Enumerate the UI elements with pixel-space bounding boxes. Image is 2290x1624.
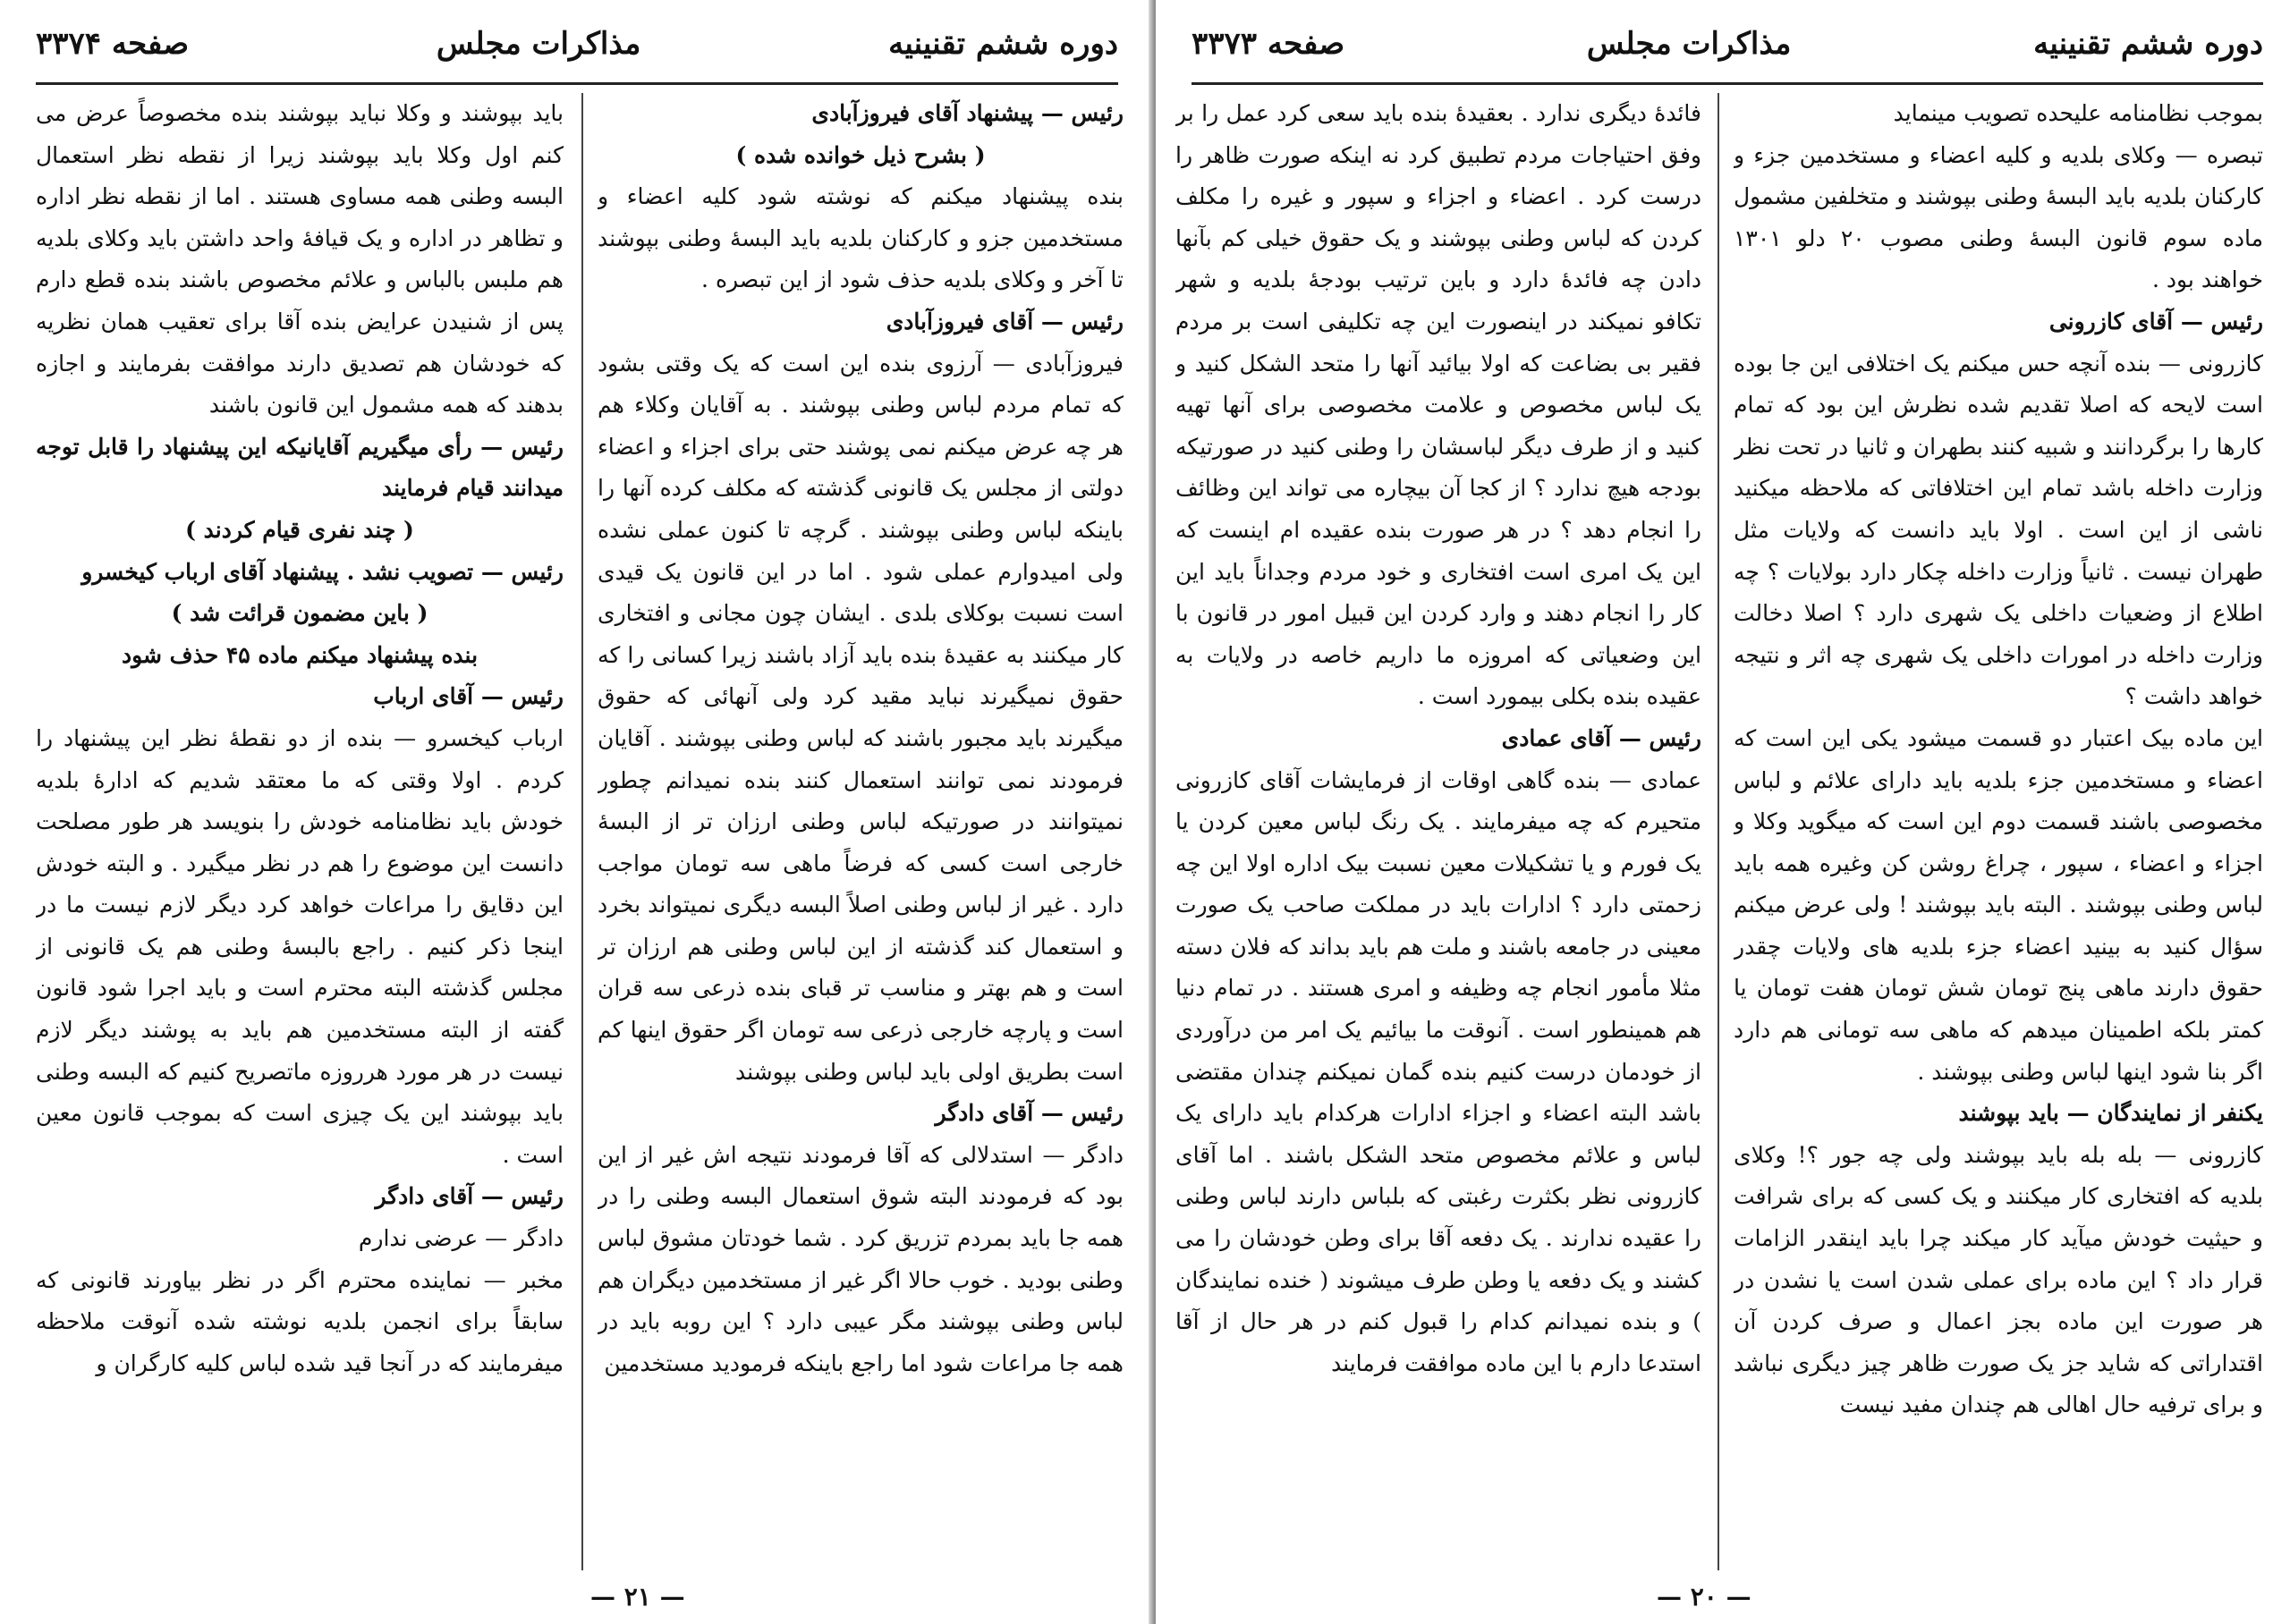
speaker-line: رئیس — آقای دادگر <box>375 1183 564 1210</box>
paragraph: فائدهٔ دیگری ندارد . بعقیدهٔ بنده باید سعی کرد عمل را بر وفق احتیاجات مردم تطبیق کرد نه اینکه صورت ظاهر را درست کرد . اعضاء و اجزاء و سپور و غیره را مکلف کردن که لباس وطنی بپوشند و یک حقوق خیلی کم بآنها دادن چه فائدهٔ دارد و باین ترتیب بودجهٔ بلدیه و شهر تکافو نمیکند در اینصورت این چه تکلیفی است بر مردم فقیر بی بضاعت که اولا بیائید آنها را متحد الشکل کنید و یک لباس مخصوص و علامت مخصوصی برای آنها تهیه کنید و از طرف دیگر لباسشان را وطنی کنید در صورتیکه بودجه هیچ ندارد ؟ از کجا آن بیچاره می تواند این وظائف را انجام دهد ؟ در هر صورت بنده عقیده ام اینست که این یک امری است افتخاری و خود مردم وجداناً باید این کار را انجام دهند و وارد کردن این قبیل امور در قانون با این وضعیاتی که امروزه ما داریم خاصه در ولایات به عقیده بنده بکلی بیمورد است . <box>1175 100 1701 710</box>
paragraph: کازرونی — بله بله باید بپوشند ولی چه جور ؟! وکلای بلدیه که افتخاری کار میکنند و یک کسی که برای شرافت و حیثیت خودش میآید کار میکند چرا باید اینقدر الزامات قرار داد ؟ این ماده برای عملی شدن است یا نشدن در هر صورت این ماده بجز اعمال و صرف کردن آن اقتداراتی که شاید جز یک صورت ظاهر چیز دیگری نباشد و برای ترفیه حال اهالی هم چندان مفید نیست <box>1734 1141 2263 1418</box>
speaker-line: رئیس — آقای فیروزآبادی <box>886 308 1124 334</box>
speaker-line: رئیس — رأی میگیریم آقایانیکه این پیشنهاد را قابل توجه میدانند قیام فرمایند <box>36 433 564 502</box>
speaker-line: رئیس — پیشنهاد آقای فیروزآبادی <box>811 100 1124 126</box>
paragraph: دادگر — استدلالی که آقا فرمودند نتیجه اش غیر از این بود که فرمودند البته شوق استعمال البسه وطنی را در همه جا باید بمردم تزریق کرد . شما خودتان مشوق لباس وطنی بودید . خوب حالا اگر غیر از مستخدمین دیگران هم لباس وطنی بپوشند مگر عیبی دارد ؟ این روبه باید در همه جا مراعات شود اما راجع باینکه فرمودید مستخدمین <box>598 1141 1124 1376</box>
speaker-line: رئیس — آقای دادگر <box>935 1100 1124 1127</box>
right-header-rule <box>1192 82 2263 85</box>
right-page-number: صفحه ۳۳۷۳ <box>1192 26 1345 62</box>
left-header-rule <box>36 82 1118 85</box>
right-page-footer: — ۲۰ — <box>1657 1582 1751 1611</box>
paragraph: کازرونی — بنده آنچه حس میکنم یک اختلافی این جا بوده است لایحه که اصلا تقدیم شده نظرش این بود که تمام کارها را برگردانند و شبیه کنند بطهران و ثانیا در تحت نظر وزارت داخله باشد تمام این اختلافاتی که ملاحظه میکنید ناشی از این است . اولا باید دانست که ولایات مثل طهران نیست . ثانیاً وزارت داخله چکار دارد بولایات ؟ چه اطلاع از وضعیات داخلی یک شهری دارد ؟ اصلا دخالت وزارت داخله در امورات داخلی یک شهری چه اثر و نتیجه خواهد داشت ؟ <box>1734 350 2263 710</box>
paragraph: دادگر — عرضی ندارم <box>358 1225 564 1252</box>
left-page-footer: — ۲۱ — <box>590 1582 685 1611</box>
paragraph: فیروزآبادی — آرزوی بنده این است که یک وقتی بشود که تمام مردم لباس وطنی بپوشند . به آقایان وکلاء هم هر چه عرض میکنم نمی پوشند حتی برای اجزاء و اعضاء دولتی از مجلس یک قانونی گذشته که مکلف کرده آنها را باینکه لباس وطنی بپوشند . گرچه تا کنون عملی نشده ولی امیدوارم عملی شود . اما در این قانون یک قیدی است نسبت بوکلای بلدی . ایشان چون مجانی و افتخاری کار میکنند به عقیدهٔ بنده باید آزاد باشند زیرا کسانی را که حقوق نمیگیرند نباید مقید کرد ولی آنهائی که حقوق میگیرند باید مجبور باشند که لباس وطنی بپوشند . آقایان فرمودند نمی توانند استعمال کنند بنده نمیدانم چطور نمیتوانند در صورتیکه لباس وطنی ارزان تر از البسهٔ خارجی است کسی که فرضاً ماهی سه تومان مواجب دارد . غیر از لباس وطنی اصلاً البسه دیگری نمیتواند بخرد و استعمال کند گذشته از این لباس وطنی هم ارزان تر است و هم بهتر و مناسب تر قبای بنده ذرعی سه قران است و پارچه خارجی ذرعی سه تومان اگر حقوق اینها کم است بطریق اولی باید لباس وطنی بپوشند <box>598 350 1124 1085</box>
speaker-line: رئیس — آقای ارباب <box>373 683 564 710</box>
paragraph: بموجب نظامنامه علیحده تصویب مینماید <box>1893 100 2263 126</box>
left-page-session: دوره ششم تقنینیه <box>888 26 1118 62</box>
left-page-title: مذاکرات مجلس <box>436 26 641 62</box>
proposal-text: بنده پیشنهاد میکنم که نوشته شود کلیه اعضاء و مستخدمین جزو و کارکنان بلدیه باید البسهٔ وطنی بپوشند تا آخر و وکلای بلدیه حذف شود از این تبصره . <box>598 183 1124 293</box>
stage-note: ( چند نفری قیام کردند ) <box>185 516 414 543</box>
stage-note: ( بشرح ذیل خوانده شده ) <box>735 141 986 168</box>
right-page-title: مذاکرات مجلس <box>1586 26 1792 62</box>
left-page-number: صفحه ۳۳۷۴ <box>36 26 190 62</box>
paragraph: مخبر — نماینده محترم اگر در نظر بیاورند قانونی که سابقاً برای انجمن بلدیه نوشته شده آنوقت ملاحظه میفرمایند که در آنجا قید شده لباس کلیه کارگران و <box>36 1266 564 1376</box>
paragraph: باید بپوشند و وکلا نباید بپوشند بنده مخصوصاً عرض می کنم اول وکلا باید بپوشند زیرا از نقطه نظر استعمال البسه وطنی همه مساوی هستند . اما از نقطه نظر اداره و تظاهر در اداره و یک قیافهٔ واحد داشتن باید وکلای بلدیه هم ملبس بالباس و علائم مخصوص باشند بنده قطع دارم پس از شنیدن عرایض بنده آقا برای تعقیب همان نظریه که خودشان هم تصدیق دارند موافقت بفرمایند و اجازه بدهند که همه مشمول این قانون باشند <box>36 100 564 419</box>
paragraph: عمادی — بنده گاهی اوقات از فرمایشات آقای کازرونی متحیرم که چه میفرمایند . یک رنگ لباس معین کردن یا یک فورم و یا تشکیلات معین نسبت بیک اداره اولا این چه زحمتی دارد ؟ ادارات باید در مملکت صاحب یک صورت معینی در جامعه باشند و ملت هم باید بداند که فلان دسته مثلا مأمور انجام چه وظیفه و امری هستند . در تمام دنیا هم همینطور است . آنوقت ما بیائیم یک امر من درآوردی از خودمان درست کنیم بنده گمان نمیکنم چندان مقتضی باشد البته اعضاء و اجزاء ادارات هرکدام باید دارای یک لباس و علائم مخصوص متحد الشکل باشند . اما آقای کازرونی نظر بکثرت رغبتی که بلباس دارند لباس وطنی را عقیده ندارند . یک دفعه آقا برای وطن خودشان را می کشند و یک دفعه یا وطن طرف میشوند ( خنده نمایندگان ) و بنده نمیدانم کدام را قبول کنم در هر حال از آقا استدعا دارم با این ماده موافقت فرمایند <box>1175 766 1701 1376</box>
right-page-header <box>1192 13 2263 75</box>
right-column-rule <box>1718 93 1719 1570</box>
left-page-inner-column <box>598 93 1124 1570</box>
right-page-outer-column <box>1734 93 2263 1570</box>
speaker-line: رئیس — آقای کازرونی <box>2048 308 2263 334</box>
right-page-session: دوره ششم تقنینیه <box>2033 26 2263 62</box>
speaker-line: رئیس — تصویب نشد . پیشنهاد آقای ارباب کیخسرو <box>81 558 564 585</box>
paragraph: ارباب کیخسرو — بنده از دو نقطهٔ نظر این پیشنهاد را کردم . اولا وقتی که ما معتقد شدیم که ادارهٔ بلدیه خودش باید نظامنامه خودش را بنویسد هر طور مصلحت دانست این موضوع را هم در نظر میگیرد . و البته خودش این دقایق را مراعات خواهد کرد دیگر لازم نیست ما در اینجا ذکر کنیم . راجع بالبسهٔ وطنی هم یک قانونی از مجلس گذشته البته محترم است و باید اجرا شود قانون گفته از البته مستخدمین هم باید به پوشند دیگر لازم نیست در هر مورد هرروزه ماتصریح کنیم که البسه وطنی باید بپوشند این یک چیزی است که بموجب قانون معین است . <box>36 724 564 1168</box>
speaker-line: یکنفر از نمایندگان — باید بپوشند <box>1958 1100 2263 1127</box>
speaker-line: رئیس — آقای عمادی <box>1501 724 1701 751</box>
left-page-outer-column <box>36 93 564 1570</box>
paragraph: تبصره — وکلای بلدیه و کلیه اعضاء و مستخدمین جزء و کارکنان بلدیه باید البسهٔ وطنی بپوشند و متخلفین مشمول ماده سوم قانون البسهٔ وطنی مصوب ۲۰ دلو ۱۳۰۱ خواهند بود . <box>1734 141 2263 293</box>
right-page-inner-column <box>1175 93 1701 1570</box>
right-page <box>1156 0 2290 1624</box>
stage-note: ( باین مضمون قرائت شد ) <box>171 600 428 627</box>
left-page-header <box>36 13 1118 75</box>
proposal-text: بنده پیشنهاد میکنم ماده ۴۵ حذف شود <box>121 641 479 668</box>
left-column-rule <box>581 93 583 1570</box>
paragraph: این ماده بیک اعتبار دو قسمت میشود یکی این است که اعضاء و مستخدمین جزء بلدیه باید دارای علائم و لباس مخصوصی باشند قسمت دوم این است که میگوید وکلا و اجزاء و اعضاء ، سپور ، چراغ روشن کن وغیره همه باید لباس وطنی بپوشند . البته باید بپوشند ! ولی عرض میکنم سؤال کنید به بینید اعضاء جزء بلدیه های ولایات چقدر حقوق دارند ماهی پنج تومان شش تومان هفت تومان یا کمتر بلکه اطمینان میدهم که ماهی سه تومانی هم دارد اگر بنا شود اینها لباس وطنی بپوشند . <box>1734 724 2263 1085</box>
